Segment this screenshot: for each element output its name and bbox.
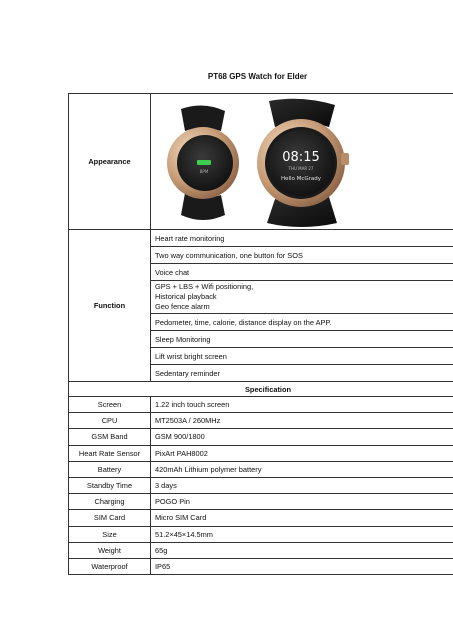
- spec-value: POGO Pin: [151, 494, 453, 510]
- spec-label: Heart Rate Sensor: [69, 445, 151, 461]
- spec-row: [69, 477, 453, 493]
- spec-label: Waterproof: [69, 558, 151, 574]
- spec-value: 65g: [151, 542, 453, 558]
- spec-row: [69, 494, 453, 510]
- spec-row: [69, 397, 453, 413]
- spec-value: Micro SIM Card: [151, 510, 453, 526]
- function-item: Heart rate monitoring: [151, 230, 453, 247]
- spec-row: [69, 510, 453, 526]
- spec-value: PixArt PAH8002: [151, 445, 453, 461]
- left-watch-text: BPM: [199, 168, 209, 174]
- spec-label: GSM Band: [69, 429, 151, 445]
- function-item: Two way communication, one button for SOS: [151, 247, 453, 264]
- appearance-row: [69, 94, 453, 230]
- spec-value: 3 days: [151, 477, 453, 493]
- function-item: Sleep Monitoring: [151, 331, 453, 348]
- function-item: Pedometer, time, calorie, distance display on the APP.: [151, 314, 453, 331]
- specification-header-row: [69, 382, 453, 397]
- document-title: PT68 GPS Watch for Elder: [207, 72, 308, 81]
- spec-row: [69, 526, 453, 542]
- function-item-line: Historical playback: [155, 292, 217, 301]
- function-item-line: Geo fence alarm: [155, 302, 210, 311]
- spec-value: GSM 900/1800: [151, 429, 453, 445]
- spec-label: CPU: [69, 413, 151, 429]
- spec-label: Battery: [69, 461, 151, 477]
- spec-label: Charging: [69, 494, 151, 510]
- function-row: [69, 230, 453, 247]
- spec-row: [69, 445, 453, 461]
- function-item: [151, 281, 453, 314]
- spec-label: Standby Time: [69, 477, 151, 493]
- spec-value: IP65: [151, 558, 453, 574]
- watch-product-image: [151, 97, 361, 227]
- function-label: Function: [69, 230, 151, 382]
- spec-label: Weight: [69, 542, 151, 558]
- spec-label: SIM Card: [69, 510, 151, 526]
- function-item: Voice chat: [151, 264, 453, 281]
- specification-heading: Specification: [69, 382, 453, 397]
- appearance-label: Appearance: [69, 94, 151, 230]
- spec-value: 420mAh Lithium polymer battery: [151, 461, 453, 477]
- spec-row: [69, 461, 453, 477]
- watch-time: 08:15: [282, 149, 320, 165]
- function-item: Lift wrist bright screen: [151, 348, 453, 365]
- function-item-line: GPS + LBS + Wifi positioning,: [155, 282, 254, 291]
- watch-date: THU MAR 27: [288, 165, 314, 171]
- spec-row: [69, 558, 453, 574]
- spec-row: [69, 413, 453, 429]
- watch-image-cell: [151, 94, 453, 230]
- function-item: Sedentary reminder: [151, 365, 453, 382]
- spec-label: Screen: [69, 397, 151, 413]
- watch-greeting: Hello McGrady: [280, 175, 322, 182]
- spec-value: 1.22 inch touch screen: [151, 397, 453, 413]
- spec-table: [68, 93, 453, 575]
- spec-row: [69, 542, 453, 558]
- spec-row: [69, 429, 453, 445]
- spec-label: Size: [69, 526, 151, 542]
- spec-value: MT2503A / 260MHz: [151, 413, 453, 429]
- spec-value: 51.2×45×14.5mm: [151, 526, 453, 542]
